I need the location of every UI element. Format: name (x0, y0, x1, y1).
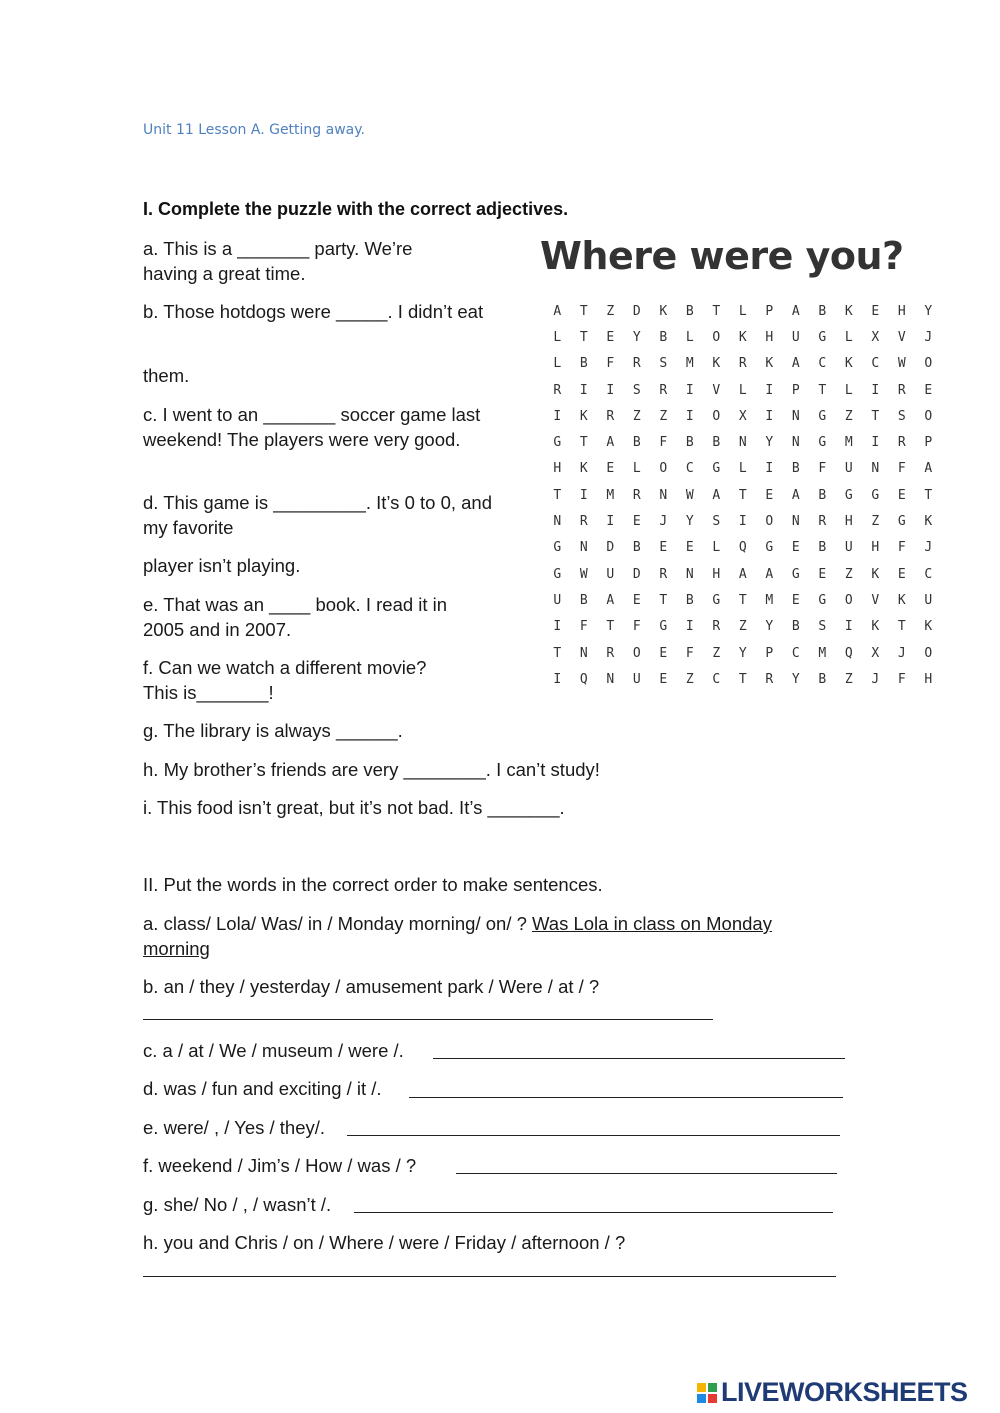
grid-cell[interactable]: I (765, 461, 774, 477)
grid-cell[interactable]: K (579, 408, 588, 424)
grid-cell[interactable]: J (871, 671, 880, 687)
grid-cell[interactable]: G (818, 435, 827, 451)
grid-cell[interactable]: K (924, 514, 933, 530)
grid-cell[interactable]: S (818, 619, 827, 635)
grid-cell[interactable]: J (897, 645, 906, 661)
grid-row (544, 377, 942, 403)
grid-cell[interactable]: I (553, 408, 562, 424)
answer-line-h[interactable] (143, 1276, 836, 1277)
grid-cell[interactable]: C (871, 356, 880, 372)
grid-row (544, 351, 942, 377)
grid-cell[interactable]: A (606, 592, 615, 608)
grid-cell[interactable]: R (818, 514, 827, 530)
grid-cell[interactable]: N (791, 408, 800, 424)
grid-cell[interactable]: Y (791, 671, 800, 687)
grid-cell[interactable]: A (712, 487, 721, 503)
grid-cell[interactable]: P (765, 303, 774, 319)
grid-cell[interactable]: I (553, 619, 562, 635)
grid-cell[interactable]: G (871, 487, 880, 503)
grid-cell[interactable]: I (738, 514, 747, 530)
question-b: b. Those hotdogs were _____. I didn’t eat (143, 301, 484, 322)
grid-cell[interactable]: K (579, 461, 588, 477)
grid-cell[interactable]: Z (685, 671, 694, 687)
grid-cell[interactable]: E (632, 514, 641, 530)
grid-cell[interactable]: I (579, 382, 588, 398)
grid-cell[interactable]: S (712, 514, 721, 530)
grid-cell[interactable]: K (924, 619, 933, 635)
grid-cell[interactable]: O (924, 356, 933, 372)
grid-cell[interactable]: L (738, 461, 747, 477)
grid-cell[interactable]: Z (871, 514, 880, 530)
grid-cell[interactable]: Y (765, 619, 774, 635)
grid-cell[interactable]: P (924, 435, 933, 451)
grid-cell[interactable]: J (924, 540, 933, 556)
answer-line-e[interactable] (347, 1135, 840, 1136)
grid-cell[interactable]: U (924, 592, 933, 608)
grid-row (544, 403, 942, 429)
grid-cell[interactable]: K (712, 356, 721, 372)
grid-row (544, 324, 942, 350)
grid-row (544, 535, 942, 561)
liveworksheets-logo[interactable] (697, 1377, 968, 1408)
grid-cell[interactable]: H (871, 540, 880, 556)
grid-cell[interactable]: O (765, 514, 774, 530)
grid-cell[interactable]: A (791, 487, 800, 503)
grid-cell[interactable]: D (632, 303, 641, 319)
grid-cell[interactable]: I (871, 382, 880, 398)
grid-cell[interactable]: E (685, 540, 694, 556)
grid-cell[interactable]: E (897, 566, 906, 582)
grid-cell[interactable]: G (553, 540, 562, 556)
logo-square (708, 1383, 717, 1392)
grid-cell[interactable]: A (553, 303, 562, 319)
grid-cell[interactable]: N (606, 671, 615, 687)
grid-cell[interactable]: C (924, 566, 933, 582)
question-h: h. My brother’s friends are very ________. I can’t study! (143, 759, 600, 780)
grid-cell[interactable]: Y (765, 435, 774, 451)
question-e: e. That was an ____ book. I read it in 2005 and in 2007. (143, 594, 448, 640)
grid-cell[interactable]: F (606, 356, 615, 372)
grid-cell[interactable]: A (606, 435, 615, 451)
grid-cell[interactable]: B (579, 592, 588, 608)
grid-cell[interactable]: N (579, 645, 588, 661)
order-item-c: c. a / at / We / museum / were /. (143, 1040, 404, 1061)
grid-cell[interactable]: F (685, 645, 694, 661)
section-1-heading: I. Complete the puzzle with the correct adjectives. (143, 199, 569, 219)
grid-cell[interactable]: G (765, 540, 774, 556)
grid-cell[interactable]: U (791, 329, 800, 345)
grid-cell[interactable]: V (712, 382, 721, 398)
logo-square (697, 1394, 706, 1403)
grid-cell[interactable]: G (553, 566, 562, 582)
grid-cell[interactable]: F (897, 461, 906, 477)
grid-cell[interactable]: O (659, 461, 668, 477)
grid-cell[interactable]: B (632, 540, 641, 556)
grid-row (544, 666, 942, 692)
grid-cell[interactable]: R (659, 382, 668, 398)
grid-cell[interactable]: R (765, 671, 774, 687)
question-c: c. I went to an _______ soccer game last weekend! The players were very good. (143, 404, 481, 450)
grid-cell[interactable]: I (685, 619, 694, 635)
grid-cell[interactable]: K (844, 356, 853, 372)
grid-cell[interactable]: S (659, 356, 668, 372)
grid-cell[interactable]: Q (844, 645, 853, 661)
grid-cell[interactable]: U (844, 461, 853, 477)
answer-line-b[interactable] (143, 1019, 713, 1020)
grid-cell[interactable]: B (579, 356, 588, 372)
grid-cell[interactable]: B (685, 592, 694, 608)
grid-cell[interactable]: T (553, 487, 562, 503)
grid-cell[interactable]: E (791, 540, 800, 556)
grid-row (544, 561, 942, 587)
grid-cell[interactable]: R (632, 487, 641, 503)
grid-cell[interactable]: F (579, 619, 588, 635)
grid-cell[interactable]: Q (738, 540, 747, 556)
grid-cell[interactable]: I (579, 487, 588, 503)
order-item-e: e. were/ , / Yes / they/. (143, 1117, 326, 1138)
grid-cell[interactable]: U (632, 671, 641, 687)
grid-cell[interactable]: N (791, 435, 800, 451)
grid-cell[interactable]: B (818, 487, 827, 503)
grid-cell[interactable]: I (765, 408, 774, 424)
grid-cell[interactable]: C (685, 461, 694, 477)
grid-cell[interactable]: H (924, 671, 933, 687)
grid-cell[interactable]: T (659, 592, 668, 608)
grid-cell[interactable]: B (712, 435, 721, 451)
grid-cell[interactable]: L (685, 329, 694, 345)
grid-cell[interactable]: G (818, 592, 827, 608)
grid-cell[interactable]: B (791, 619, 800, 635)
grid-cell[interactable]: G (712, 461, 721, 477)
grid-cell[interactable]: G (553, 435, 562, 451)
question-g: g. The library is always ______. (143, 720, 403, 741)
grid-cell[interactable]: Z (844, 566, 853, 582)
question-i: i. This food isn’t great, but it’s not bad. It’s _______. (143, 797, 565, 818)
grid-cell[interactable]: L (844, 382, 853, 398)
grid-cell[interactable]: J (924, 329, 933, 345)
grid-cell[interactable]: H (897, 303, 906, 319)
grid-cell[interactable]: D (606, 540, 615, 556)
grid-cell[interactable]: F (632, 619, 641, 635)
grid-cell[interactable]: I (685, 408, 694, 424)
grid-cell[interactable]: L (553, 329, 562, 345)
grid-cell[interactable]: T (871, 408, 880, 424)
grid-cell[interactable]: Z (844, 408, 853, 424)
grid-cell[interactable]: O (924, 408, 933, 424)
grid-row (544, 614, 942, 640)
grid-cell[interactable]: S (632, 382, 641, 398)
grid-cell[interactable]: Z (632, 408, 641, 424)
grid-cell[interactable]: K (844, 303, 853, 319)
grid-cell[interactable]: Y (632, 329, 641, 345)
grid-cell[interactable]: Y (924, 303, 933, 319)
grid-cell[interactable]: N (553, 514, 562, 530)
grid-cell[interactable]: K (765, 356, 774, 372)
grid-cell[interactable]: M (685, 356, 694, 372)
grid-cell[interactable]: V (897, 329, 906, 345)
grid-cell[interactable]: I (765, 382, 774, 398)
grid-cell[interactable]: V (871, 592, 880, 608)
order-item-g: g. she/ No / , / wasn’t /. (143, 1194, 332, 1215)
grid-cell[interactable]: E (632, 592, 641, 608)
grid-cell[interactable]: G (897, 514, 906, 530)
grid-cell[interactable]: A (924, 461, 933, 477)
grid-cell[interactable]: B (685, 435, 694, 451)
grid-cell[interactable]: H (712, 566, 721, 582)
grid-cell[interactable]: G (818, 408, 827, 424)
grid-cell[interactable]: O (924, 645, 933, 661)
grid-cell[interactable]: H (765, 329, 774, 345)
grid-cell[interactable]: Q (579, 671, 588, 687)
grid-cell[interactable]: W (897, 356, 906, 372)
grid-cell[interactable]: C (712, 671, 721, 687)
logo-square (708, 1394, 717, 1403)
grid-cell[interactable]: O (632, 645, 641, 661)
grid-cell[interactable]: T (579, 303, 588, 319)
grid-cell[interactable]: R (897, 382, 906, 398)
grid-cell[interactable]: G (712, 592, 721, 608)
order-item-a-answer: Was Lola in class on Monday morning (143, 913, 772, 959)
grid-cell[interactable]: I (606, 382, 615, 398)
grid-cell[interactable]: B (791, 461, 800, 477)
answer-line-d[interactable] (409, 1097, 843, 1098)
grid-row (544, 429, 942, 455)
order-item-a-prompt: a. class/ Lola/ Was/ in / Monday morning/ on/ ? (143, 913, 533, 934)
grid-cell[interactable]: A (738, 566, 747, 582)
grid-cell[interactable]: T (897, 619, 906, 635)
grid-cell[interactable]: I (844, 619, 853, 635)
grid-cell[interactable]: K (871, 619, 880, 635)
grid-cell[interactable]: X (871, 645, 880, 661)
grid-cell[interactable]: L (632, 461, 641, 477)
grid-cell[interactable]: I (553, 671, 562, 687)
order-item-h: h. you and Chris / on / Where / were / Friday / afternoon / ? (143, 1232, 626, 1253)
grid-cell[interactable]: O (712, 408, 721, 424)
answer-line-f[interactable] (456, 1173, 837, 1174)
order-item-f: f. weekend / Jim’s / How / was / ? (143, 1155, 417, 1176)
grid-cell[interactable]: N (871, 461, 880, 477)
grid-cell[interactable]: K (897, 592, 906, 608)
grid-cell[interactable]: R (606, 645, 615, 661)
order-item-a (143, 911, 843, 961)
grid-cell[interactable]: U (844, 540, 853, 556)
grid-cell[interactable]: P (765, 645, 774, 661)
grid-cell[interactable]: O (844, 592, 853, 608)
grid-cell[interactable]: Z (712, 645, 721, 661)
grid-cell[interactable]: G (659, 619, 668, 635)
grid-cell[interactable]: T (579, 435, 588, 451)
unit-title: Unit 11 Lesson A. Getting away. (143, 122, 365, 138)
grid-cell[interactable]: R (738, 356, 747, 372)
grid-cell[interactable]: L (738, 303, 747, 319)
grid-cell[interactable]: E (791, 592, 800, 608)
grid-cell[interactable]: B (632, 435, 641, 451)
grid-cell[interactable]: E (924, 382, 933, 398)
grid-cell[interactable]: Z (844, 671, 853, 687)
grid-cell[interactable]: L (712, 540, 721, 556)
grid-cell[interactable]: N (685, 566, 694, 582)
grid-cell[interactable]: A (791, 356, 800, 372)
puzzle-title: Where were you? (540, 234, 904, 278)
grid-cell[interactable]: E (818, 566, 827, 582)
grid-cell[interactable]: E (765, 487, 774, 503)
grid-cell[interactable]: N (738, 435, 747, 451)
grid-cell[interactable]: Z (738, 619, 747, 635)
grid-cell[interactable]: J (659, 514, 668, 530)
grid-cell[interactable]: B (659, 329, 668, 345)
grid-cell[interactable]: G (818, 329, 827, 345)
grid-cell[interactable]: K (659, 303, 668, 319)
grid-cell[interactable]: R (632, 356, 641, 372)
grid-cell[interactable]: T (579, 329, 588, 345)
grid-cell[interactable]: E (606, 461, 615, 477)
order-item-d: d. was / fun and exciting / it /. (143, 1078, 382, 1099)
grid-cell[interactable]: E (897, 487, 906, 503)
grid-cell[interactable]: H (553, 461, 562, 477)
grid-cell[interactable]: C (818, 356, 827, 372)
question-f: f. Can we watch a different movie? This is_______! (143, 657, 427, 703)
grid-cell[interactable]: I (871, 435, 880, 451)
grid-cell[interactable]: N (579, 540, 588, 556)
grid-cell[interactable]: T (924, 487, 933, 503)
grid-cell[interactable]: H (844, 514, 853, 530)
grid-cell[interactable]: T (738, 671, 747, 687)
grid-cell[interactable]: S (897, 408, 906, 424)
grid-cell[interactable]: E (659, 645, 668, 661)
grid-cell[interactable]: N (659, 487, 668, 503)
grid-cell[interactable]: K (738, 329, 747, 345)
grid-cell[interactable]: M (765, 592, 774, 608)
grid-cell[interactable]: L (553, 356, 562, 372)
grid-cell[interactable]: C (791, 645, 800, 661)
grid-cell[interactable]: R (553, 382, 562, 398)
logo-square (697, 1383, 706, 1392)
grid-cell[interactable]: F (897, 671, 906, 687)
grid-cell[interactable]: E (659, 540, 668, 556)
logo-mark-icon (697, 1383, 717, 1403)
grid-row (544, 456, 942, 482)
grid-cell[interactable]: X (871, 329, 880, 345)
grid-cell[interactable]: D (632, 566, 641, 582)
grid-cell[interactable]: T (553, 645, 562, 661)
grid-cell[interactable]: E (606, 329, 615, 345)
question-d: d. This game is _________. It’s 0 to 0, and my favorite (143, 492, 492, 538)
grid-cell[interactable]: M (818, 645, 827, 661)
grid-cell[interactable]: F (897, 540, 906, 556)
grid-cell[interactable]: M (606, 487, 615, 503)
grid-cell[interactable]: R (712, 619, 721, 635)
grid-cell[interactable]: B (818, 671, 827, 687)
grid-cell[interactable]: R (659, 566, 668, 582)
grid-cell[interactable]: B (818, 303, 827, 319)
grid-cell[interactable]: A (765, 566, 774, 582)
grid-cell[interactable]: B (818, 540, 827, 556)
grid-cell[interactable]: Z (606, 303, 615, 319)
grid-cell[interactable]: T (738, 487, 747, 503)
grid-row (544, 508, 942, 534)
question-d-cont: player isn’t playing. (143, 555, 301, 576)
grid-cell[interactable]: G (844, 487, 853, 503)
grid-cell[interactable]: U (606, 566, 615, 582)
grid-cell[interactable]: A (791, 303, 800, 319)
grid-cell[interactable]: E (659, 671, 668, 687)
grid-cell[interactable]: L (738, 382, 747, 398)
grid-row (544, 587, 942, 613)
grid-cell[interactable]: E (871, 303, 880, 319)
grid-cell[interactable]: W (579, 566, 588, 582)
grid-cell[interactable]: P (791, 382, 800, 398)
grid-row (544, 482, 942, 508)
grid-cell[interactable]: U (553, 592, 562, 608)
logo-text: LIVEWORKSHEETS (721, 1377, 968, 1407)
answer-line-g[interactable] (354, 1212, 833, 1213)
grid-cell[interactable]: R (897, 435, 906, 451)
grid-cell[interactable]: Y (738, 645, 747, 661)
grid-cell[interactable]: W (685, 487, 694, 503)
grid-cell[interactable]: B (685, 303, 694, 319)
grid-cell[interactable]: O (712, 329, 721, 345)
grid-cell[interactable]: T (818, 382, 827, 398)
grid-cell[interactable]: I (606, 514, 615, 530)
grid-cell[interactable]: X (738, 408, 747, 424)
grid-cell[interactable]: N (791, 514, 800, 530)
grid-cell[interactable]: K (871, 566, 880, 582)
answer-line-c[interactable] (433, 1058, 845, 1059)
grid-cell[interactable]: F (818, 461, 827, 477)
word-search-grid (544, 298, 942, 692)
grid-row (544, 640, 942, 666)
grid-cell[interactable]: L (844, 329, 853, 345)
section-2-heading: II. Put the words in the correct order to make sentences. (143, 874, 603, 895)
grid-cell[interactable]: Y (685, 514, 694, 530)
grid-cell[interactable]: G (791, 566, 800, 582)
grid-cell[interactable]: I (685, 382, 694, 398)
grid-cell[interactable]: R (606, 408, 615, 424)
grid-cell[interactable]: M (844, 435, 853, 451)
grid-cell[interactable]: F (659, 435, 668, 451)
order-item-b: b. an / they / yesterday / amusement park / Were / at / ? (143, 976, 600, 997)
grid-cell[interactable]: T (606, 619, 615, 635)
grid-cell[interactable]: R (579, 514, 588, 530)
question-b-cont: them. (143, 365, 190, 386)
grid-cell[interactable]: T (712, 303, 721, 319)
grid-cell[interactable]: T (738, 592, 747, 608)
question-a: a. This is a _______ party. We’re having a great time. (143, 238, 413, 284)
grid-cell[interactable]: Z (659, 408, 668, 424)
grid-row (544, 298, 942, 324)
